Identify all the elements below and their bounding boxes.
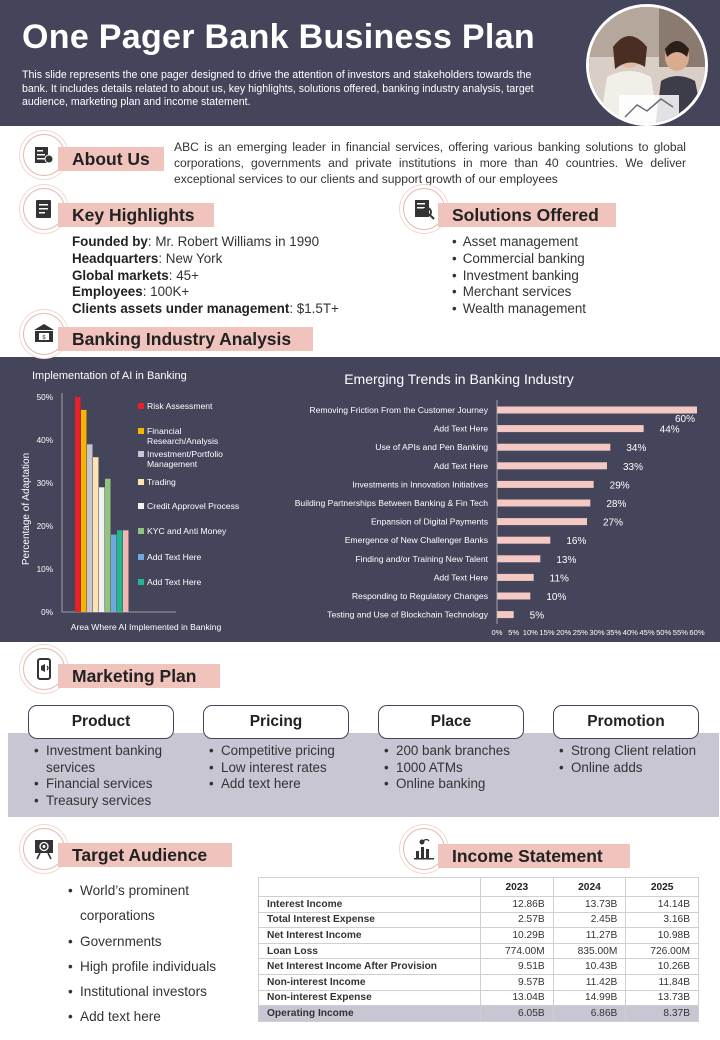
income-row-value: 11.42B [553,974,626,990]
key-highlight-label: Founded by [72,234,148,249]
trends-x-tick-label: 20% [556,628,572,637]
key-highlight-label: Headquarters [72,250,159,266]
trends-value-label: 16% [566,536,587,548]
analysis-charts [0,357,720,642]
ai-legend-swatch [138,554,144,560]
marketing-card-item: • Competitive pricing [209,743,369,760]
trends-value-label: 10% [546,592,567,603]
ai-legend-swatch [138,428,144,434]
key-highlight-label: Employees [72,284,143,300]
income-row-value: 10.26B [626,959,699,975]
income-row-value: 10.98B [626,928,699,944]
trends-category-label: Building Partnerships Between Banking & Fin Tech [294,498,488,508]
income-row-value: 6.05B [481,1006,554,1022]
income-row-label: Non-interest Income [259,974,481,990]
trends-bar [497,444,610,451]
ai-y-tick-label: 10% [36,565,53,574]
target-audience-item: • Institutional investors [68,979,216,1004]
marketing-card-list [533,733,719,776]
trends-category-label: Testing and Use of Blockchain Technology [327,609,488,620]
marketing-card-item: • 1000 ATMs [384,760,544,777]
ai-bar [111,535,117,612]
income-row-value: 835.00M [553,943,626,959]
trends-value-label: 28% [606,499,627,510]
income-row-value: 11.27B [553,928,626,944]
trends-x-tick-label: 50% [656,628,672,637]
trends-category-label: Removing Friction From the Customer Journey [309,405,488,415]
trends-bar [497,611,514,618]
ai-legend-label: Investment/Portfolio Management [147,449,223,469]
trends-value-label: 27% [603,517,624,529]
income-row-value: 13.73B [626,990,699,1006]
trends-x-tick-label: 0% [491,628,503,637]
key-highlights-list [72,234,339,318]
ai-y-tick-label: 40% [36,436,53,445]
trends-category-label: Add Text Here [433,572,488,583]
key-highlights-title: Key Highlights [58,203,214,227]
income-row-value: 11.84B [626,974,699,990]
marketing-card-list [358,733,544,793]
ai-legend-label: Trading [147,477,176,487]
income-year-2023: 2023 [481,878,554,897]
ai-bar [117,530,123,612]
trends-x-tick-label: 40% [622,628,638,637]
marketing-card-item: • Add text here [209,776,369,793]
trends-category-label: Use of APIs and Pen Banking [375,442,488,453]
solutions-title: Solutions Offered [438,203,616,227]
page-description: This slide represents the one pager designed to drive the attention of investors and stakeholders towards the bank. It includes details related to about us, key highlights, solutions offered, banking industry analysis, target audience, marketing plan and income statement. [22,69,534,109]
about-us-title: About Us [58,147,164,171]
income-row-value: 14.14B [626,897,699,913]
trends-x-tick-label: 15% [539,628,555,637]
ai-legend-swatch [138,403,144,409]
ai-legend-swatch [138,528,144,534]
key-highlight-item [72,284,339,301]
income-row [259,897,699,913]
income-row-value: 13.73B [553,897,626,913]
ai-y-tick-label: 20% [36,522,53,531]
trends-category-label: Investments in Innovation Initiatives [352,479,488,490]
marketing-card-list [8,733,194,810]
income-row-value: 3.16B [626,912,699,928]
income-row-value: 13.04B [481,990,554,1006]
ai-bar [87,444,93,612]
key-highlight-item [72,301,339,318]
income-row-value: 8.37B [626,1006,699,1022]
marketing-card-product [28,705,174,815]
trends-bar [497,555,540,562]
business-meeting-photo [586,4,708,126]
svg-text:$: $ [42,334,46,341]
ai-y-tick-label: 50% [36,393,53,402]
target-audience-item: • World’s prominent corporations [68,878,208,929]
trends-category-label: Responding to Regulatory Changes [351,591,488,601]
income-header-row [259,878,699,897]
income-row-value: 10.43B [553,959,626,975]
solution-item: • Asset management [452,234,586,251]
ai-legend-label: Add Text Here [147,577,202,587]
trends-bar [497,537,550,544]
income-row-value: 6.86B [553,1006,626,1022]
marketing-card-list [183,733,369,793]
marketing-card-item: • Investment banking services [34,743,194,776]
key-highlight-item [72,234,339,251]
key-highlight-item [72,268,339,285]
banking-analysis-title: Banking Industry Analysis [58,327,313,351]
income-row-label: Loan Loss [259,943,481,959]
about-us-text: ABC is an emerging leader in financial services, offering various banking solutions to global corporations, governments and private institutions in more than 40 countries. We deliver exceptional services to our clients and support growth of our employees [174,140,686,187]
marketing-card-title: Place [378,705,524,739]
income-row [259,959,699,975]
income-year-2025: 2025 [626,878,699,897]
trends-value-label: 34% [626,443,647,455]
income-row-value: 774.00M [481,943,554,959]
income-row-value: 9.51B [481,959,554,975]
ai-bar [81,410,87,612]
ai-bar [93,457,99,612]
target-audience-title: Target Audience [58,843,232,867]
ai-y-tick-label: 30% [36,479,53,488]
marketing-card-item: • Low interest rates [209,760,369,777]
solutions-list [452,234,586,318]
marketing-card-pricing [203,705,349,815]
income-year-2024: 2024 [553,878,626,897]
marketing-card-item: • Financial services [34,776,194,793]
solution-item: • Merchant services [452,284,586,301]
income-row-value: 12.86B [481,897,554,913]
trends-bar [497,593,530,600]
marketing-card-body [183,733,369,817]
income-row [259,1006,699,1022]
income-row-value: 10.29B [481,928,554,944]
trends-category-label: Emergence of New Challenger Banks [344,535,488,546]
ai-legend-swatch [138,479,144,485]
ai-legend-label: Credit Approvel Process [147,501,240,511]
income-row [259,974,699,990]
ai-bar [99,487,105,612]
trends-bar [497,462,607,469]
trends-x-tick-label: 55% [672,628,688,637]
trends-value-label: 5% [529,610,545,622]
income-row-label: Interest Income [259,897,481,913]
income-row [259,928,699,944]
ai-legend-label: Risk Assessment [147,401,213,411]
ai-bar [75,397,81,612]
trends-value-label: 29% [609,480,630,492]
marketing-card-item: • 200 bank branches [384,743,544,760]
trends-value-label: 11% [549,573,569,585]
key-highlight-value: : $1.5T+ [289,301,339,317]
income-row-label: Operating Income [259,1006,481,1022]
ai-y-tick-label: 0% [41,608,53,617]
target-audience-item: • Governments [68,929,216,954]
target-audience-item: • Add text here [68,1004,216,1029]
trends-x-tick-label: 5% [508,628,520,637]
marketing-card-title: Product [28,705,174,739]
marketing-card-place [378,705,524,815]
income-row-value: 726.00M [626,943,699,959]
trends-bar [497,500,590,507]
marketing-card-title: Pricing [203,705,349,739]
marketing-card-body [533,733,719,817]
target-audience-list [68,878,216,1030]
key-highlight-value: : 100K+ [142,284,190,300]
ai-legend-swatch [138,579,144,585]
trends-bar [497,518,587,525]
solution-item: • Commercial banking [452,251,586,268]
key-highlight-label: Global markets [72,267,169,283]
trends-category-label: Enpansion of Digital Payments [370,516,488,527]
trends-category-label: Add Text Here [433,423,488,434]
income-header-blank [259,878,481,897]
ai-legend-swatch [138,451,144,457]
income-row [259,912,699,928]
banking-analysis-panel [0,357,720,642]
income-row-label: Net Interest Income After Provision [259,959,481,975]
trends-x-tick-label: 35% [606,628,622,637]
trends-value-label: 44% [659,424,680,436]
income-row-value: 14.99B [553,990,626,1006]
income-row [259,990,699,1006]
ai-chart-title: Implementation of AI in Banking [32,370,187,382]
marketing-card-body [8,733,194,817]
income-row-value: 9.57B [481,974,554,990]
income-statement-title: Income Statement [438,844,630,868]
trends-x-tick-label: 45% [639,628,655,637]
marketing-card-item: • Treasury services [34,793,194,810]
ai-legend-label: Financial Research/Analysis [147,426,219,446]
marketing-card-promotion [553,705,699,815]
trends-bar [497,425,644,432]
trends-bar [497,481,594,488]
marketing-card-title: Promotion [553,705,699,739]
key-highlight-value: : 45+ [168,267,199,283]
trends-category-label: Finding and/or Training New Talent [355,553,488,564]
trends-x-tick-label: 60% [689,628,705,637]
ai-legend-label: Add Text Here [147,552,202,562]
solution-item: • Wealth management [452,301,586,318]
key-highlight-value: : New York [158,250,223,266]
key-highlight-value: : Mr. Robert Williams in 1990 [147,234,320,249]
trends-bar [497,407,697,414]
trends-x-tick-label: 30% [589,628,605,637]
income-row-label: Total Interest Expense [259,912,481,928]
key-highlight-item [72,251,339,268]
ai-x-axis-label: Area Where AI Implemented in Banking [70,622,222,632]
ai-bar [123,530,129,612]
marketing-card-item: • Online banking [384,776,544,793]
ai-bar [105,479,111,612]
ai-y-axis-label: Percentage of Adaptation [21,452,32,566]
trends-x-tick-label: 10% [522,628,538,637]
trends-value-label: 13% [556,554,577,566]
key-highlight-label: Clients assets under management [72,301,290,317]
marketing-card-body [358,733,544,817]
trends-x-tick-label: 25% [572,628,588,637]
trends-chart-title: Emerging Trends in Banking Industry [344,371,574,387]
income-row [259,943,699,959]
income-statement-table [258,877,699,1022]
page-title: One Pager Bank Business Plan [22,18,535,56]
ai-legend-swatch [138,503,144,509]
marketing-card-item: • Online adds [559,760,719,777]
trends-bar [497,574,534,581]
target-audience-item: • High profile individuals [68,954,216,979]
income-row-label: Non-interest Expense [259,990,481,1006]
ai-legend-label: KYC and Anti Money [147,526,227,536]
marketing-plan-title: Marketing Plan [58,664,220,688]
income-row-value: 2.57B [481,912,554,928]
solution-item: • Investment banking [452,268,586,285]
trends-value-label: 60% [675,414,696,425]
marketing-card-item: • Strong Client relation [559,743,719,760]
trends-value-label: 33% [623,461,644,473]
income-row-value: 2.45B [553,912,626,928]
income-row-label: Net Interest Income [259,928,481,944]
trends-category-label: Add Text Here [433,460,488,471]
